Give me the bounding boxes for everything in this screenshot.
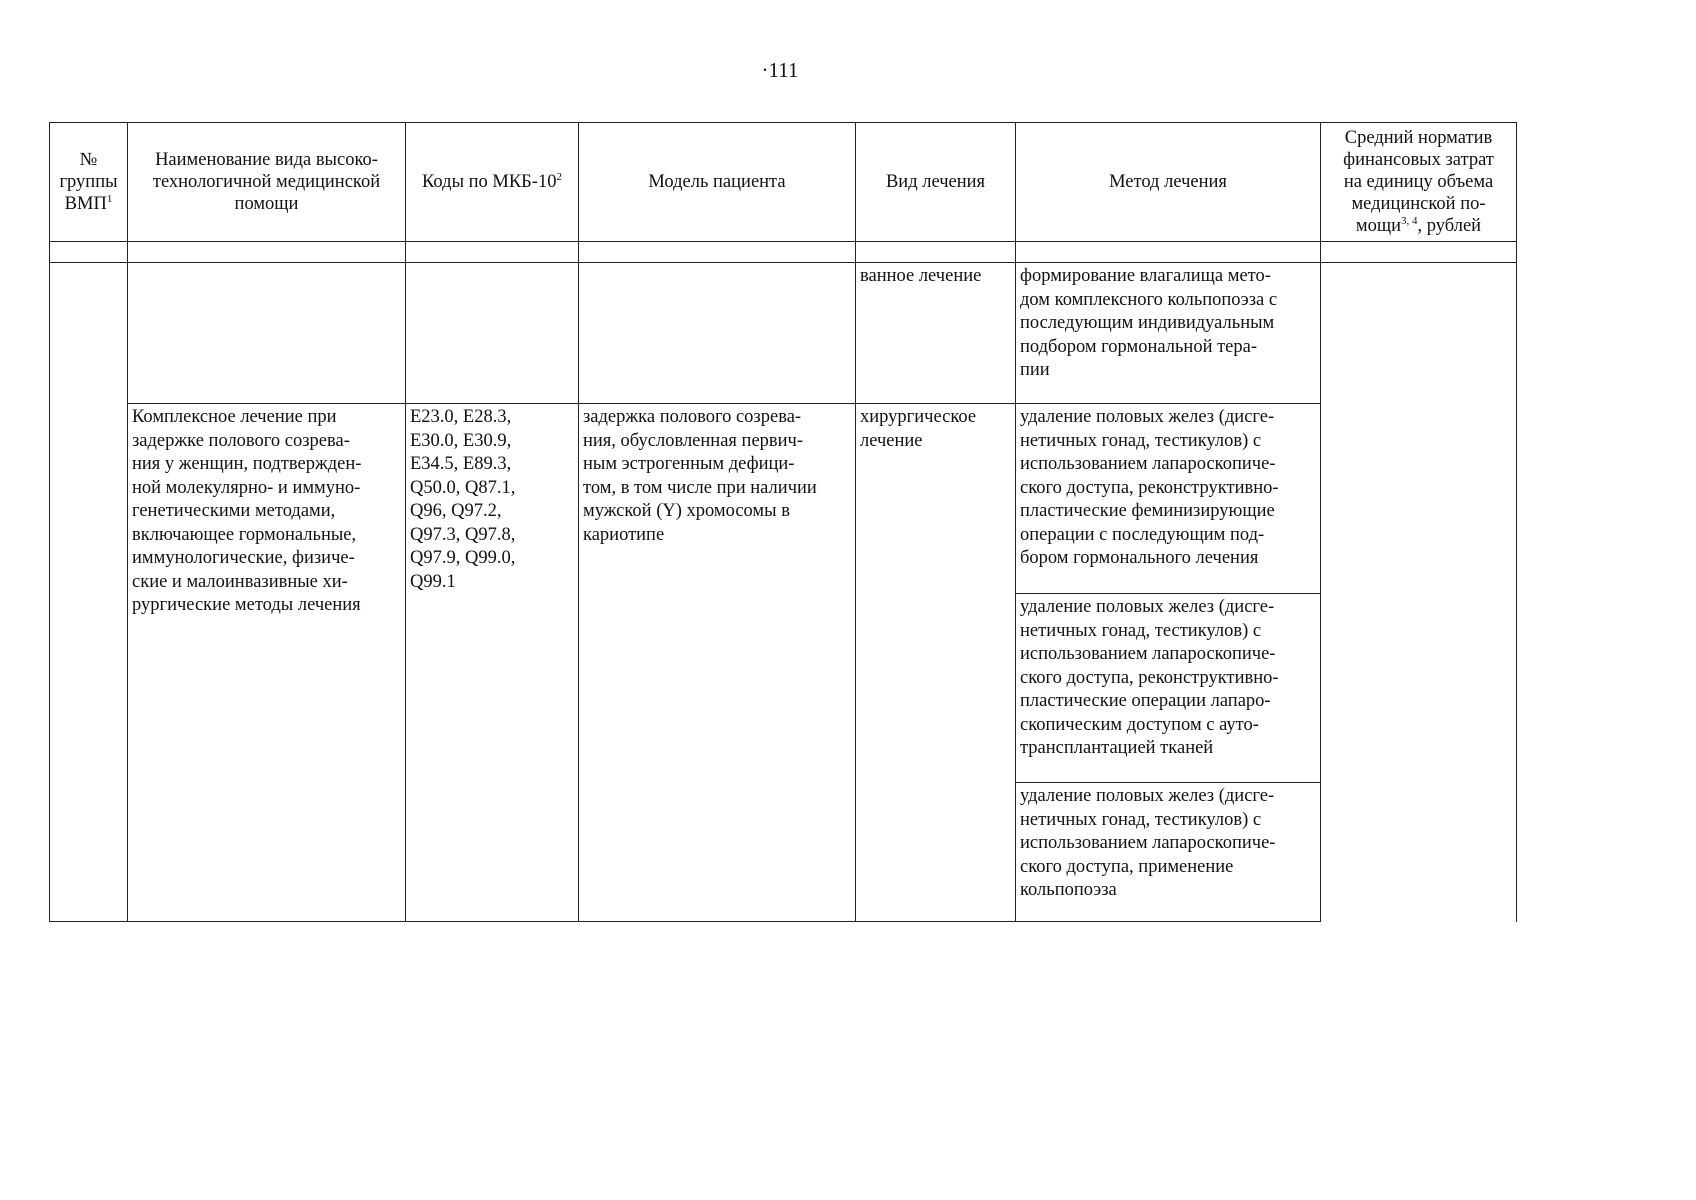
header-row [50,123,1517,242]
main-method-2: удаление половых желез (дисге- нетичных гонад, тестикулов) с использованием лапароскопиче- ского доступа, реконструктивно- пластические операции лапаро- скопическим доступом с ауто- трансплантацией тканей [1016,594,1321,783]
main-method-3: удаление половых желез (дисге- нетичных гонад, тестикулов) с использованием лапароскопиче- ского доступа, применение кольпопоэза [1016,783,1321,922]
main-method-1: удаление половых желез (дисге- нетичных гонад, тестикулов) с использованием лапароскопиче- ского доступа, реконструктивно- пластические феминизирующие операции с последующим под- бором гормонального лечения [1016,404,1321,594]
page-number: ·111 [761,58,799,82]
spacer-row [50,242,1517,263]
header-care-name: Наименование вида высоко- технологичной медицинской помощи [128,123,406,242]
main-icd-codes: E23.0, E28.3, E30.0, E30.9, E34.5, E89.3, Q50.0, Q87.1, Q96, Q97.2, Q97.3, Q97.8, Q97.9, Q99.0, Q99.1 [406,404,579,922]
cost-norm-cell [1321,263,1517,922]
main-row [50,404,1517,594]
header-treatment-method: Метод лечения [1016,123,1321,242]
cont-group-no [50,263,128,404]
cont-icd-codes [406,263,579,404]
header-patient-model: Модель пациента [579,123,856,242]
cont-care-name [128,263,406,404]
main-treatment-type: хирургическое лечение [856,404,1016,922]
main-group-no [50,404,128,922]
header-group-no: № группы ВМП$^1$ [50,123,128,242]
continuation-row [50,263,1517,404]
vmp-table [49,122,1517,922]
cont-patient-model [579,263,856,404]
main-care-name: Комплексное лечение при задержке полового созрева- ния у женщин, подтвержден- ной молекулярно- и иммуно- генетическими методами, включающее гормональные, иммунологические, физиче- ские и малоинвазивные хи- рургические методы лечения [128,404,406,922]
header-cost-norm: Средний норматив финансовых затрат на единицу объема медицинской по- мощи$^{3, 4}$, рублей [1321,123,1517,242]
main-patient-model: задержка полового созрева- ния, обусловленная первич- ным эстрогенным дефици- том, в том числе при наличии мужской (Y) хромосомы в кариотипе [579,404,856,922]
cont-method: формирование влагалища мето- дом комплексного кольпопоэза с последующим индивидуальным подбором гормональной тера- пии [1016,263,1321,404]
header-icd-codes: Коды по МКБ-$10^2$ [406,123,579,242]
cont-treatment-type: ванное лечение [856,263,1016,404]
header-treatment-type: Вид лечения [856,123,1016,242]
